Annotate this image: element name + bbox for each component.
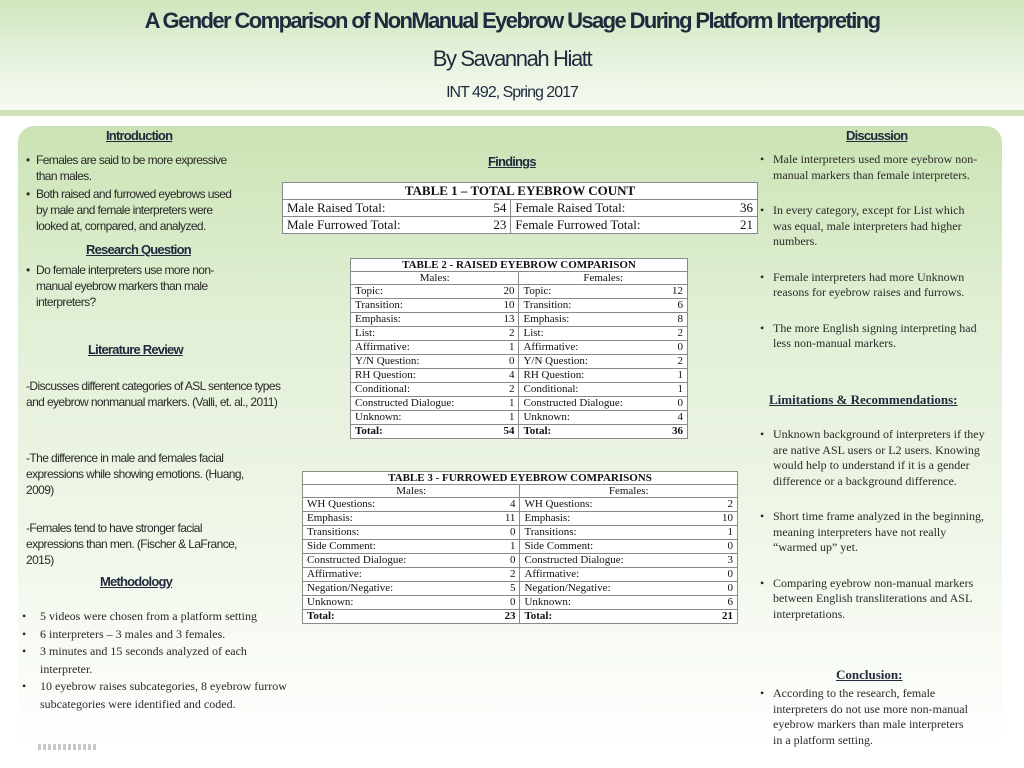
table-cell: Transitions: bbox=[303, 526, 487, 540]
table-cell: 1 bbox=[662, 383, 688, 397]
course-label: INT 492, Spring 2017 bbox=[446, 84, 578, 101]
table-row bbox=[351, 313, 688, 327]
list-item: • Comparing eyebrow non-manual markers between English transliterations and ASL interpretations. bbox=[760, 576, 986, 623]
table-cell: 6 bbox=[704, 596, 737, 610]
table-cell: Affirmative: bbox=[520, 568, 704, 582]
table-cell: 4 bbox=[493, 369, 519, 383]
table-cell: 0 bbox=[493, 355, 519, 369]
table-cell: Topic: bbox=[351, 285, 494, 299]
table-row bbox=[303, 568, 738, 582]
table-cell: 0 bbox=[704, 582, 737, 596]
list-item: • Female interpreters had more Unknown reasons for eyebrow raises and furrows. bbox=[760, 270, 986, 301]
table-cell: 10 bbox=[493, 299, 519, 313]
literature-item: -The difference in male and females facial expressions while showing emotions. (Huang, 2009) bbox=[26, 451, 244, 497]
table-cell: 2 bbox=[704, 498, 737, 512]
list-item: • 3 minutes and 15 seconds analyzed of each interpreter. bbox=[22, 643, 297, 678]
methodology-list bbox=[22, 608, 297, 713]
table-furrowed-eyebrow-comparisons bbox=[302, 471, 738, 624]
table-cell: Transition: bbox=[351, 299, 494, 313]
table-cell: 0 bbox=[704, 568, 737, 582]
table-cell: 5 bbox=[487, 582, 520, 596]
table-cell: Male Raised Total: bbox=[283, 200, 477, 217]
conclusion-list bbox=[760, 686, 974, 748]
column-header-males: Males: bbox=[351, 272, 519, 285]
table-cell: Conditional: bbox=[519, 383, 662, 397]
table-cell: 20 bbox=[493, 285, 519, 299]
table-cell: Side Comment: bbox=[303, 540, 487, 554]
table-cell: 8 bbox=[662, 313, 688, 327]
limitations-heading: Limitations & Recommendations: bbox=[769, 392, 958, 407]
list-item: • 5 videos were chosen from a platform setting bbox=[22, 608, 297, 626]
table-cell: RH Question: bbox=[351, 369, 494, 383]
table-cell: Emphasis: bbox=[303, 512, 487, 526]
table-cell: Female Furrowed Total: bbox=[511, 217, 724, 234]
table-cell: Unknown: bbox=[351, 411, 494, 425]
list-item: • 6 interpreters – 3 males and 3 females. bbox=[22, 626, 297, 644]
table-row bbox=[351, 355, 688, 369]
table-cell: 0 bbox=[704, 540, 737, 554]
table-cell: 2 bbox=[662, 355, 688, 369]
table-cell: 1 bbox=[493, 397, 519, 411]
table-cell: Emphasis: bbox=[351, 313, 494, 327]
author-byline: By Savannah Hiatt bbox=[432, 46, 592, 71]
table-row bbox=[303, 554, 738, 568]
table-row bbox=[351, 369, 688, 383]
table-cell: 23 bbox=[477, 217, 511, 234]
conclusion-heading: Conclusion: bbox=[836, 667, 903, 682]
table-cell: 2 bbox=[493, 327, 519, 341]
table-cell: 2 bbox=[493, 383, 519, 397]
table-cell: 13 bbox=[493, 313, 519, 327]
research-question-list bbox=[26, 262, 231, 310]
table-row bbox=[303, 498, 738, 512]
table-row bbox=[303, 526, 738, 540]
table-cell: Affirmative: bbox=[303, 568, 487, 582]
methodology-heading: Methodology bbox=[100, 574, 173, 589]
table-cell: RH Question: bbox=[519, 369, 662, 383]
table-total-eyebrow-count bbox=[282, 182, 758, 234]
table-row bbox=[351, 299, 688, 313]
table-cell: Female Raised Total: bbox=[511, 200, 724, 217]
table-cell: 2 bbox=[487, 568, 520, 582]
table-cell: 2 bbox=[662, 327, 688, 341]
poster-header bbox=[0, 0, 1024, 112]
table-cell: 11 bbox=[487, 512, 520, 526]
table-cell: Affirmative: bbox=[351, 341, 494, 355]
table-cell: Affirmative: bbox=[519, 341, 662, 355]
poster-title: A Gender Comparison of NonManual Eyebrow Usage During Platform Interpreting bbox=[144, 8, 880, 33]
table-cell: Constructed Dialogue: bbox=[520, 554, 704, 568]
table-row bbox=[351, 383, 688, 397]
table-cell: Unknown: bbox=[519, 411, 662, 425]
table-row bbox=[303, 540, 738, 554]
table-cell: Unknown: bbox=[520, 596, 704, 610]
table-total-row bbox=[303, 610, 738, 624]
research-question-heading: Research Question bbox=[86, 242, 191, 257]
discussion-list bbox=[760, 152, 986, 352]
table-row bbox=[351, 327, 688, 341]
table-cell: Emphasis: bbox=[519, 313, 662, 327]
table-title: TABLE 3 - FURROWED EYEBROW COMPARISONS bbox=[303, 472, 738, 485]
table-cell: Total: bbox=[519, 425, 662, 439]
table-cell: 4 bbox=[662, 411, 688, 425]
table-row bbox=[303, 596, 738, 610]
column-header-males: Males: bbox=[303, 485, 520, 498]
header-divider bbox=[0, 110, 1024, 116]
table-cell: Total: bbox=[520, 610, 704, 624]
table-cell: Male Furrowed Total: bbox=[283, 217, 477, 234]
table-row bbox=[303, 582, 738, 596]
literature-item: -Females tend to have stronger facial expressions than men. (Fischer & LaFrance, 2015) bbox=[26, 521, 237, 567]
table-cell: 36 bbox=[723, 200, 757, 217]
table-cell: 0 bbox=[662, 341, 688, 355]
table-cell: 0 bbox=[487, 596, 520, 610]
table-cell: WH Questions: bbox=[520, 498, 704, 512]
literature-item: -Discusses different categories of ASL sentence types and eyebrow nonmanual markers. (Valli, et. al., 2011) bbox=[26, 379, 281, 409]
table-cell: 54 bbox=[477, 200, 511, 217]
table-title: TABLE 2 - RAISED EYEBROW COMPARISON bbox=[351, 259, 688, 272]
table-cell: List: bbox=[519, 327, 662, 341]
findings-heading: Findings bbox=[488, 154, 536, 169]
table-cell: Negation/Negative: bbox=[520, 582, 704, 596]
table-cell: 1 bbox=[493, 411, 519, 425]
literature-review-heading: Literature Review bbox=[88, 342, 183, 357]
table-cell: WH Questions: bbox=[303, 498, 487, 512]
table-cell: Constructed Dialogue: bbox=[351, 397, 494, 411]
footer-fine-print bbox=[38, 744, 98, 750]
table-row bbox=[283, 217, 758, 234]
table-title: TABLE 1 – TOTAL EYEBROW COUNT bbox=[283, 183, 758, 200]
table-cell: 23 bbox=[487, 610, 520, 624]
table-cell: 12 bbox=[662, 285, 688, 299]
table-row bbox=[283, 200, 758, 217]
table-cell: 36 bbox=[662, 425, 688, 439]
table-cell: List: bbox=[351, 327, 494, 341]
table-cell: Constructed Dialogue: bbox=[519, 397, 662, 411]
table-cell: Negation/Negative: bbox=[303, 582, 487, 596]
table-cell: 0 bbox=[487, 526, 520, 540]
table-row bbox=[351, 411, 688, 425]
table-cell: 21 bbox=[723, 217, 757, 234]
table-cell: Topic: bbox=[519, 285, 662, 299]
table-cell: 1 bbox=[487, 540, 520, 554]
table-cell: 3 bbox=[704, 554, 737, 568]
table-cell: 1 bbox=[662, 369, 688, 383]
table-cell: Total: bbox=[351, 425, 494, 439]
table-cell: Transitions: bbox=[520, 526, 704, 540]
table-row bbox=[303, 512, 738, 526]
table-cell: 1 bbox=[704, 526, 737, 540]
table-cell: Side Comment: bbox=[520, 540, 704, 554]
table-cell: Transition: bbox=[519, 299, 662, 313]
table-cell: 54 bbox=[493, 425, 519, 439]
list-item: • According to the research, female interpreters do not use more non-manual eyebrow markers than male interpreters in a platform setting. bbox=[760, 686, 974, 748]
list-item: • Both raised and furrowed eyebrows used by male and female interpreters were looked at, compared, and analyzed. bbox=[26, 186, 236, 234]
table-cell: Constructed Dialogue: bbox=[303, 554, 487, 568]
table-total-row bbox=[351, 425, 688, 439]
table-raised-eyebrow-comparison bbox=[350, 258, 688, 439]
table-row bbox=[351, 397, 688, 411]
list-item: • Do female interpreters use more non-manual eyebrow markers than male interpreters? bbox=[26, 262, 231, 310]
table-cell: 1 bbox=[493, 341, 519, 355]
table-cell: Conditional: bbox=[351, 383, 494, 397]
table-cell: Unknown: bbox=[303, 596, 487, 610]
discussion-heading: Discussion bbox=[846, 128, 908, 143]
limitations-list bbox=[760, 427, 986, 622]
list-item: • Male interpreters used more eyebrow non-manual markers than female interpreters. bbox=[760, 152, 986, 183]
list-item: • Unknown background of interpreters if they are native ASL users or L2 users. Knowing would help to understand if it is a gender difference or a background difference. bbox=[760, 427, 986, 489]
list-item: • The more English signing interpreting had less non-manual markers. bbox=[760, 321, 986, 352]
table-cell: 0 bbox=[662, 397, 688, 411]
table-cell: Total: bbox=[303, 610, 487, 624]
list-item: • Females are said to be more expressive than males. bbox=[26, 152, 236, 184]
column-header-females: Females: bbox=[520, 485, 738, 498]
table-cell: Y/N Question: bbox=[519, 355, 662, 369]
table-cell: Emphasis: bbox=[520, 512, 704, 526]
list-item: • In every category, except for List which was equal, male interpreters had higher numbers. bbox=[760, 203, 986, 250]
list-item: • 10 eyebrow raises subcategories, 8 eyebrow furrow subcategories were identified and coded. bbox=[22, 678, 297, 713]
intro-list bbox=[26, 152, 236, 234]
table-cell: 0 bbox=[487, 554, 520, 568]
table-cell: Y/N Question: bbox=[351, 355, 494, 369]
list-item: • Short time frame analyzed in the beginning, meaning interpreters have not really “warmed up” yet. bbox=[760, 509, 986, 556]
table-cell: 4 bbox=[487, 498, 520, 512]
table-row bbox=[351, 341, 688, 355]
intro-heading: Introduction bbox=[106, 128, 173, 143]
table-cell: 6 bbox=[662, 299, 688, 313]
table-row bbox=[351, 285, 688, 299]
column-header-females: Females: bbox=[519, 272, 688, 285]
table-cell: 10 bbox=[704, 512, 737, 526]
table-cell: 21 bbox=[704, 610, 737, 624]
